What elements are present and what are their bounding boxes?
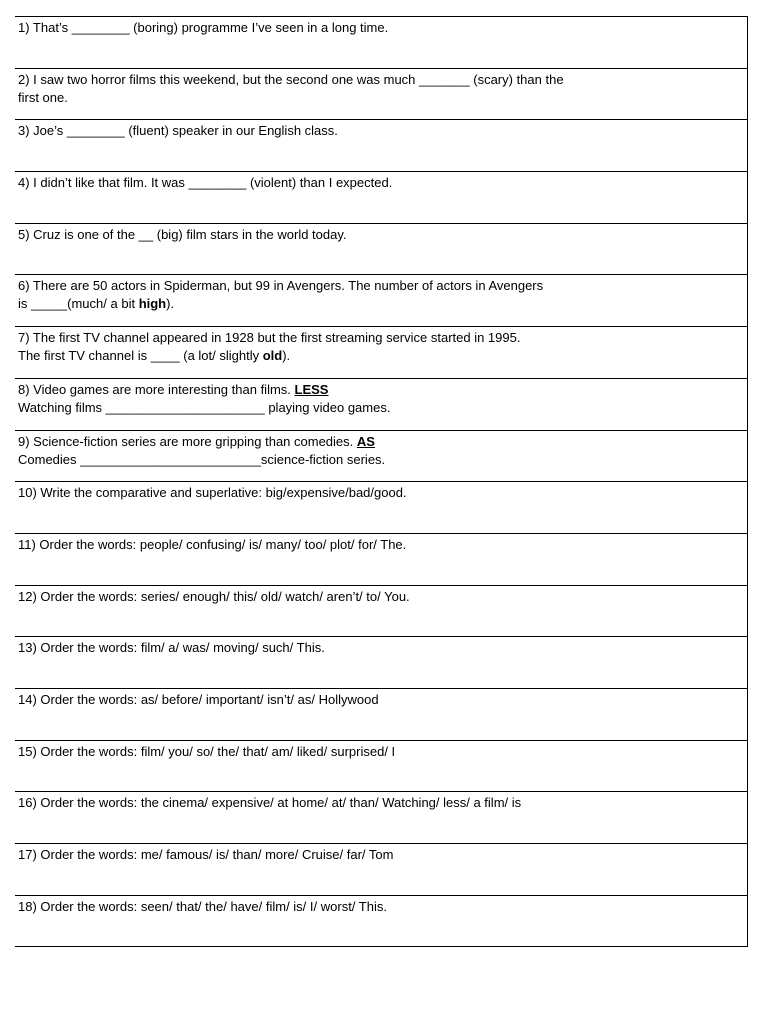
question-text: 5) Cruz is one of the __ (big) film stars in the world today. <box>18 226 347 242</box>
question-text: 2) I saw two horror films this weekend, but the second one was much _______ (scary) than the <box>18 71 564 87</box>
exercise-row <box>15 637 747 689</box>
question-text: 3) Joe’s ________ (fluent) speaker in our English class. <box>18 123 338 139</box>
question-text-continued: is _____(much/ a bit high). <box>18 296 175 312</box>
exercise-row <box>15 275 747 327</box>
exercise-row <box>15 844 747 896</box>
question-text: 7) The first TV channel appeared in 1928 but the first streaming service started in 1995. <box>18 330 521 346</box>
question-text: 4) I didn’t like that film. It was ________ (violent) than I expected. <box>18 175 393 191</box>
question-text: 15) Order the words: film/ you/ so/ the/ that/ am/ liked/ surprised/ I <box>18 743 396 759</box>
question-text-continued: Comedies _________________________science-fiction series. <box>18 451 386 467</box>
keyword-underlined: AS <box>356 433 375 449</box>
question-text: 10) Write the comparative and superlative: big/expensive/bad/good. <box>18 485 407 501</box>
exercise-row <box>15 17 747 69</box>
question-text: 13) Order the words: film/ a/ was/ moving/ such/ This. <box>18 640 325 656</box>
exercise-row <box>15 482 747 534</box>
exercise-row <box>15 896 747 948</box>
keyword-bold: old <box>262 348 283 364</box>
question-text: 1) That’s ________ (boring) programme I’ve seen in a long time. <box>18 20 389 35</box>
question-text: 11) Order the words: people/ confusing/ is/ many/ too/ plot/ for/ The. <box>18 536 407 552</box>
question-text-continued: The first TV channel is ____ (a lot/ slightly old). <box>18 348 291 364</box>
keyword-underlined: LESS <box>294 381 329 397</box>
exercise-row <box>15 224 747 276</box>
question-text-continued: first one. <box>18 89 68 105</box>
exercise-row <box>15 534 747 586</box>
exercise-row <box>15 792 747 844</box>
exercise-row <box>15 431 747 483</box>
keyword-bold: high <box>138 296 167 312</box>
exercise-row <box>15 689 747 741</box>
exercise-row <box>15 120 747 172</box>
question-text: 6) There are 50 actors in Spiderman, but 99 in Avengers. The number of actors in Avengers <box>18 278 544 294</box>
exercise-row <box>15 379 747 431</box>
question-text: 18) Order the words: seen/ that/ the/ have/ film/ is/ I/ worst/ This. <box>18 898 387 914</box>
question-text: 16) Order the words: the cinema/ expensive/ at home/ at/ than/ Watching/ less/ a film/ is <box>18 795 522 811</box>
question-text: 12) Order the words: series/ enough/ this/ old/ watch/ aren’t/ to/ You. <box>18 588 410 604</box>
exercise-table <box>15 16 748 947</box>
question-text: 9) Science-fiction series are more gripping than comedies. AS <box>18 433 375 449</box>
question-text: 17) Order the words: me/ famous/ is/ than/ more/ Cruise/ far/ Tom <box>18 847 394 862</box>
exercise-row <box>15 741 747 793</box>
exercise-row <box>15 172 747 224</box>
question-text-continued: Watching films ______________________ playing video games. <box>18 399 391 415</box>
question-text: 8) Video games are more interesting than films. LESS <box>18 381 329 397</box>
exercise-row <box>15 69 747 121</box>
exercise-row <box>15 586 747 638</box>
question-text: 14) Order the words: as/ before/ important/ isn’t/ as/ Hollywood <box>18 691 379 707</box>
exercise-row <box>15 327 747 379</box>
